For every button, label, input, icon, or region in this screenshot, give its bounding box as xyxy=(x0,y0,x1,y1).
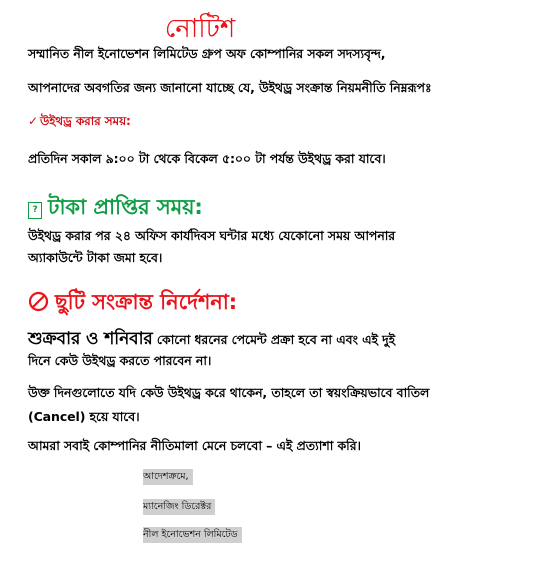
cancel-line-1: উক্ত দিনগুলোতে যদি কেউ উইথড্র করে থাকেন, তাহলে তা স্বয়ংক্রিয়ভাবে বাতিল xyxy=(28,385,430,400)
holiday-line-2: দিনে কেউ উইথড্র করতে পারবেন না। xyxy=(28,353,212,368)
prohibited-icon xyxy=(28,291,49,312)
cancel-line-2: (Cancel) হয়ে যাবে। xyxy=(28,409,140,424)
signature-company: নীল ইনোভেশন লিমিটেড xyxy=(143,527,242,543)
notice-title: নোটিশ xyxy=(164,14,236,44)
signature-block xyxy=(143,466,270,546)
holiday-heading xyxy=(28,286,237,321)
withdraw-time-heading-text: উইথড্র করার সময়: xyxy=(40,114,131,128)
closing-line: আমরা সবাই কোম্পানির নীতিমালা মেনে চলবো – এই প্রত্যাশা করি। xyxy=(28,438,361,453)
boxed-symbol-icon: ? xyxy=(28,202,42,219)
holiday-line-1-rest: কোনো ধরনের পেমেন্ট প্রক্রা হবে না এবং এই দুই xyxy=(152,332,396,347)
money-receive-line-2: অ্যাকাউন্টে টাকা জমা হবে। xyxy=(28,250,163,265)
check-mark-icon: ✓ xyxy=(28,114,38,128)
money-receive-heading xyxy=(28,191,203,226)
money-receive-line-1: উইথড্র করার পর ২৪ অফিস কার্যদিবস ঘন্টার মধ্যে যেকোনো সময় আপনার xyxy=(28,228,396,243)
withdraw-time-heading xyxy=(28,113,131,133)
withdraw-time-text: প্রতিদিন সকাল ৯:০০ টা থেকে বিকেল ৫:০০ টা পর্যন্ত উইথড্র করা যাবে। xyxy=(28,151,386,166)
signature-designation: ম্যানেজিং ডিরেক্টর xyxy=(143,499,215,515)
holiday-days: শুক্রবার ও শনিবার xyxy=(28,329,153,349)
signature-order: আদেশক্রমে, xyxy=(143,469,193,485)
intro-line: আপনাদের অবগতির জন্য জানানো যাচ্ছে যে, উইথড্র সংক্রান্ত নিয়মনীতি নিম্নরূপঃ xyxy=(28,80,432,95)
holiday-heading-text: ছুটি সংক্রান্ত নির্দেশনা: xyxy=(55,290,238,314)
greeting-line: সম্মানিত নীল ইনোভেশন লিমিটেড গ্রুপ অফ কোম্পানির সকল সদস্যবৃন্দ, xyxy=(28,46,386,61)
money-receive-heading-text: টাকা প্রাপ্তির সময়: xyxy=(48,195,203,219)
holiday-line-1 xyxy=(28,326,395,354)
